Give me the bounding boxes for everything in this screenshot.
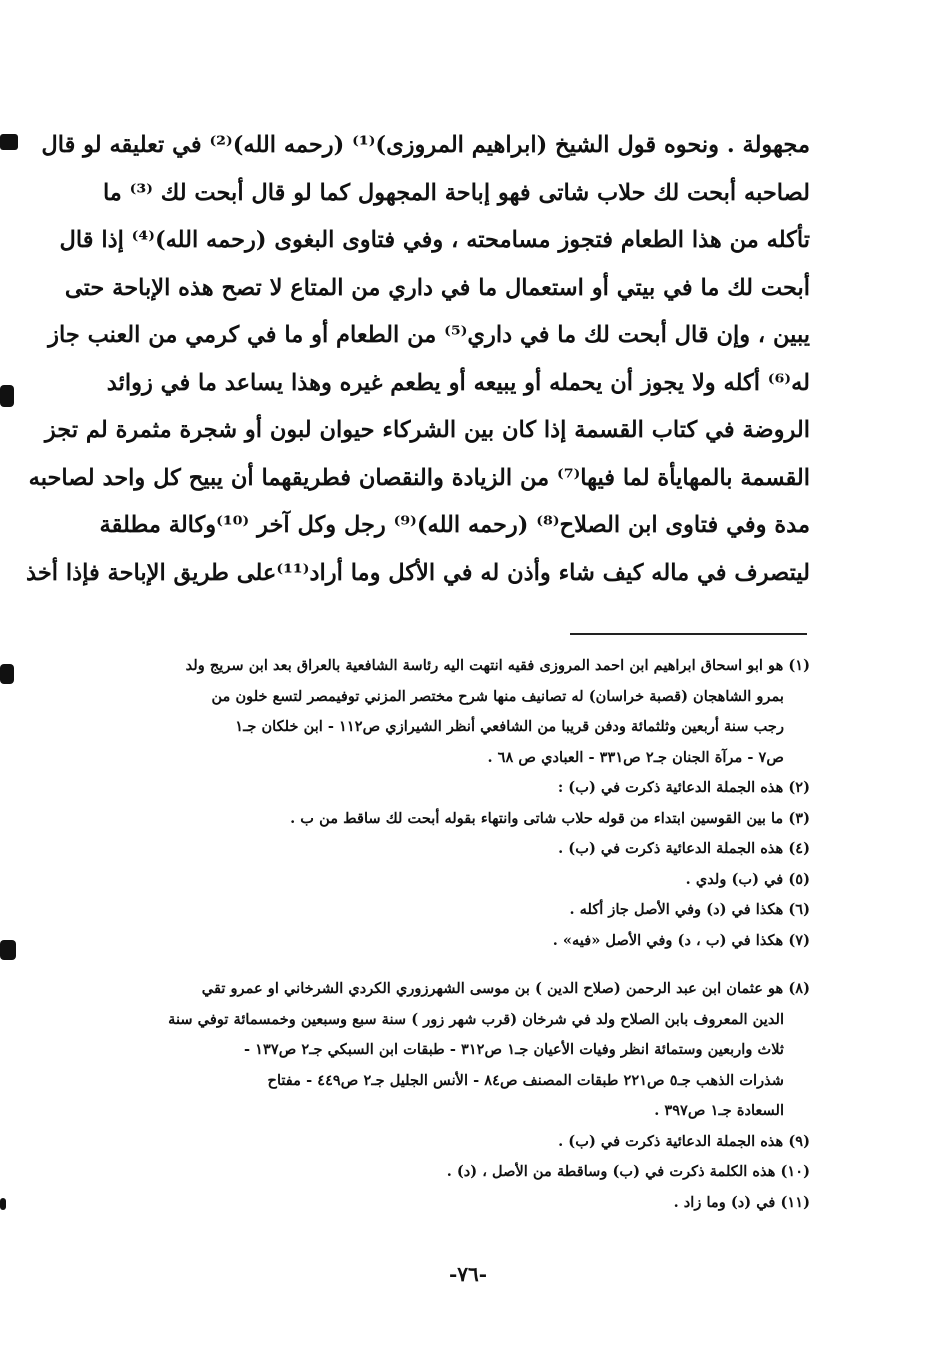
footnotes bbox=[116, 651, 810, 1218]
main-text-line: تأكله من هذا الطعام فتجوز مسامحته ، وفي فتاوى البغوى (رحمه الله)⁽⁴⁾ إذا قال bbox=[59, 227, 810, 253]
footnote-8 bbox=[116, 974, 810, 1127]
footnote-line: شذرات الذهب جـ٥ ص٢٢١ طبقات المصنف ص٨٤ - الأنس الجليل جـ٢ ص٤٤٩ - مفتاح bbox=[267, 1071, 784, 1089]
main-text-line: مجهولة . ونحوه قول الشيخ (ابراهيم المروزى)⁽¹⁾ (رحمه الله)⁽²⁾ في تعليقه لو قال bbox=[41, 132, 810, 158]
main-text-line: الروضة في كتاب القسمة إذا كان بين الشركاء حيوان لبون أو شجرة مثمرة لم تجز bbox=[44, 417, 810, 443]
footnote-5: (٥) في (ب) ولدي . bbox=[685, 870, 810, 888]
footnote-4: (٤) هذه الجملة الدعائية ذكرت في (ب) . bbox=[558, 840, 810, 857]
footnote-line: الدين المعروف بابن الصلاح ولد في شرخان (قرب شهر زور ) سنة سبع وسبعين وخمسمائة توفي سنة bbox=[168, 1010, 784, 1028]
footnote-10: (١٠) هذه الكلمة ذكرت في (ب) وساقطة من الأصل ، (د) . bbox=[446, 1163, 810, 1180]
main-text-line: القسمة بالمهايأة لما فيها⁽⁷⁾ من الزيادة والنقصان فطريقهما أن يبيح كل واحد لصاحبه bbox=[28, 464, 810, 491]
footnote-1 bbox=[116, 651, 810, 773]
footnote-9: (٩) هذه الجملة الدعائية ذكرت في (ب) . bbox=[558, 1132, 810, 1150]
footnote-line: ثلاث واربعين وستمائة انظر وفيات الأعيان جـ١ ص٣١٢ - طبقات ابن السبكي جـ٢ ص١٣٧ - bbox=[244, 1041, 784, 1058]
footnote-line: (١) هو ابو اسحاق ابراهيم ابن احمد المروزى فقيه انتهت اليه رئاسة الشافعية بالعراق بعد ابن سريج ولد bbox=[185, 657, 810, 674]
footnote-line: السعادة جـ١ ص٣٩٧ . bbox=[654, 1102, 784, 1119]
main-text-line: يبين ، وإن قال أبحت لك ما في داري⁽⁵⁾ من الطعام أو ما في كرمي من العنب جاز bbox=[48, 322, 810, 348]
main-text-line: له⁽⁶⁾ أكله ولا يجوز أن يحمله أو يبيعه أو يطعم غيره وهذا يساعد ما في زوائد bbox=[106, 369, 810, 396]
footnote-7: (٧) هكذا في (ب ، د) وفي الأصل «فيه» . bbox=[552, 931, 810, 949]
footnote-2: (٢) هذه الجملة الدعائية ذكرت في (ب) : bbox=[557, 779, 810, 796]
footnote-3: (٣) ما بين القوسين ابتداء من قوله حلاب شاتى وانتهاء بقوله أبحت لك ساقط من ب . bbox=[290, 809, 810, 827]
footnote-line: رجب سنة أربعين وثلثمائة ودفن قريبا من الشافعي أنظر الشيرازي ص١١٢ - ابن خلكان جـ١ bbox=[235, 718, 784, 735]
footnote-line: بمرو الشاهجان (قصبة خراسان) له تصانيف منها شرح مختصر المزني توفيمصر لتسع خلون من bbox=[211, 687, 784, 705]
footnote-line: ص٧ - مرآة الجنان جـ٢ ص٣٣١ - العبادي ص ٦٨ . bbox=[487, 748, 784, 766]
main-text-line: ليتصرف في ماله كيف شاء وأذن له في الأكل وما أراد⁽¹¹⁾على طريق الإباحة فإذا أخذ bbox=[26, 559, 810, 586]
footnote-11: (١١) في (د) وما زاد . bbox=[673, 1193, 810, 1211]
footnote-spacer bbox=[116, 956, 810, 974]
main-text bbox=[26, 122, 810, 597]
binding-mark bbox=[0, 664, 14, 684]
binding-mark bbox=[0, 940, 16, 960]
main-text-line: أبحت لك ما في بيتي أو استعمال ما في داري من المتاع لا تصح هذه الإباحة حتى bbox=[64, 274, 810, 301]
main-text-line: لصاحبه أبحت لك حلاب شاتى فهو إباحة المجهول كما لو قال أبحت لك ⁽³⁾ ما bbox=[102, 179, 810, 206]
binding-mark bbox=[0, 134, 18, 150]
footnote-line: (٨) هو عثمان ابن عبد الرحمن (صلاح الدين ) بن موسى الشهرزوري الكردي الشرخاني او عمرو تقي bbox=[201, 980, 810, 997]
binding-mark bbox=[0, 1198, 6, 1210]
footnote-6: (٦) هكذا في (د) وفي الأصل جاز أكله . bbox=[569, 901, 810, 918]
main-text-line: مدة وفي فتاوى ابن الصلاح⁽⁸⁾ (رحمه الله)⁽⁹⁾ رجل وكل آخر ⁽¹⁰⁾وكالة مطلقة bbox=[99, 512, 810, 538]
binding-mark bbox=[0, 385, 14, 407]
page-number: -٧٦- bbox=[448, 1262, 488, 1286]
footnote-divider bbox=[570, 633, 807, 635]
